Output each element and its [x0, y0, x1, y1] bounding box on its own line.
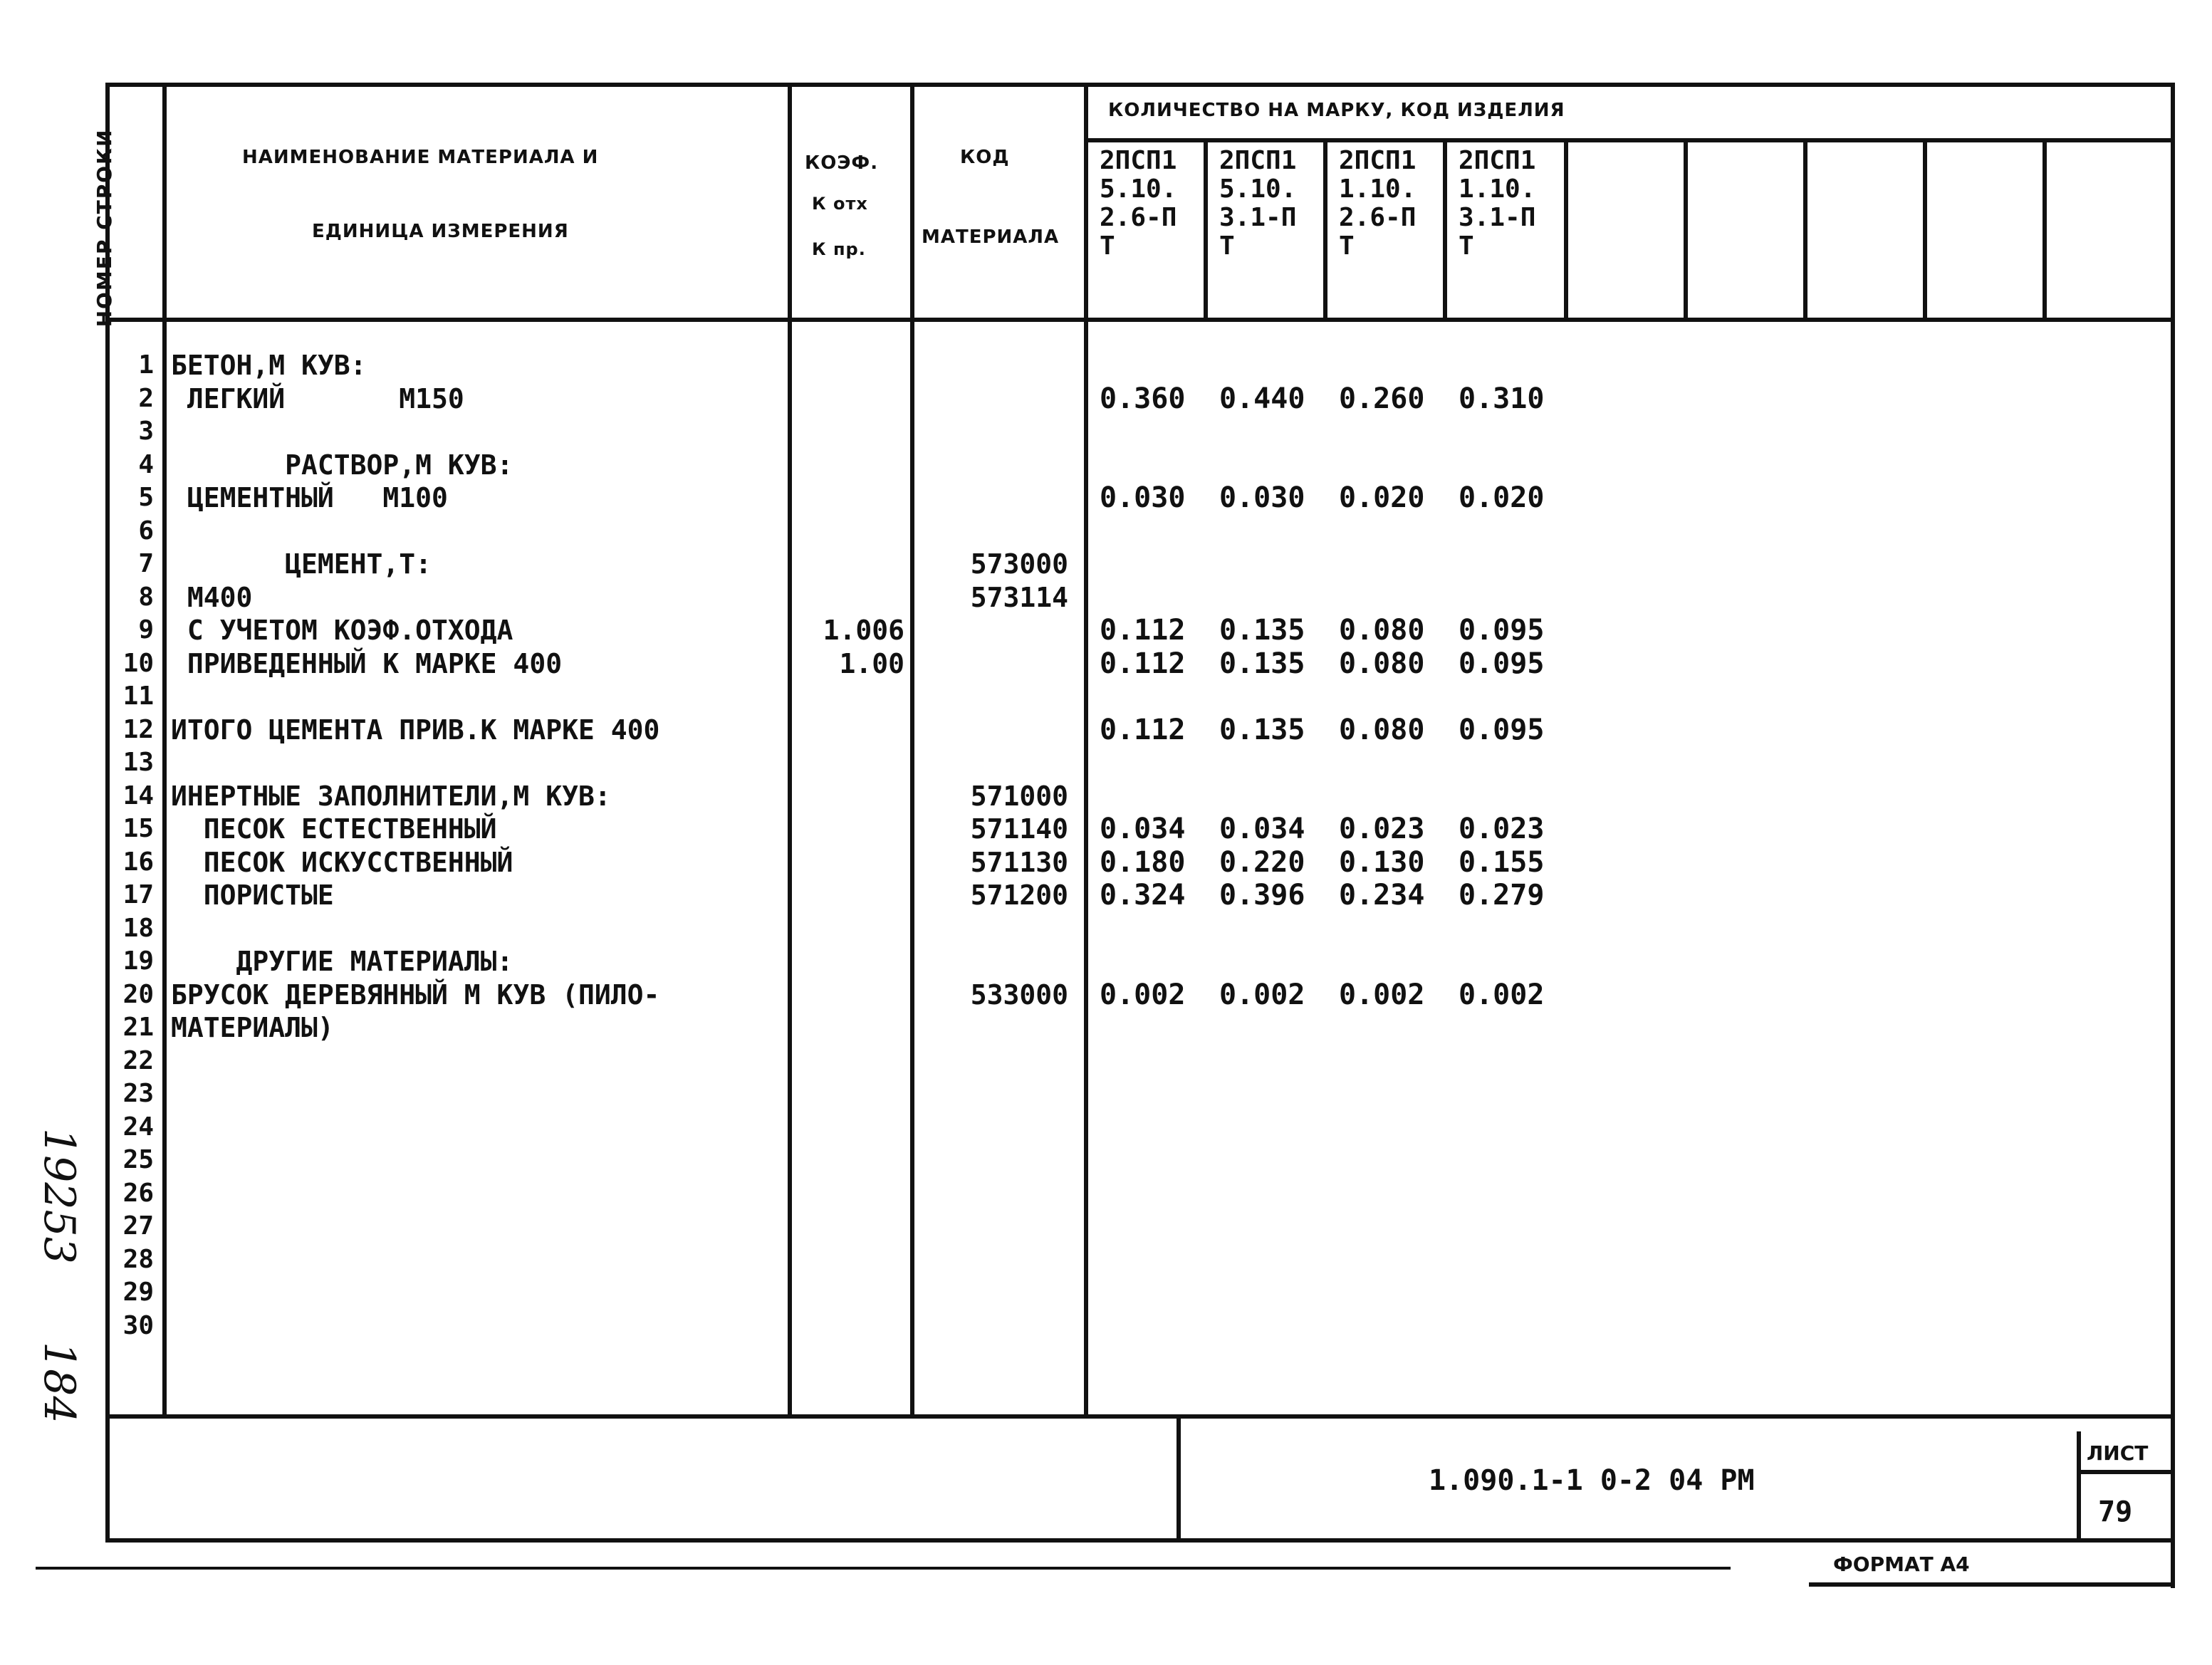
header-code-line1: КОД: [960, 147, 1010, 168]
col-divider-code: [1084, 85, 1088, 1417]
row-number: 24: [122, 1112, 154, 1142]
quantity-value: 0.155: [1459, 845, 1545, 879]
quantity-value: 0.080: [1339, 713, 1425, 746]
material-name: ПЕСОК ЕСТЕСТВЕННЫЙ: [171, 813, 497, 845]
row-number: 29: [122, 1278, 154, 1307]
row-number: 26: [122, 1178, 154, 1208]
row-number: 27: [122, 1211, 154, 1241]
sheet-label: ЛИСТ: [2087, 1441, 2149, 1465]
format-label: ФОРМАТ А4: [1833, 1552, 1970, 1576]
row-number: 6: [138, 516, 154, 546]
quantity-value: 0.324: [1100, 879, 1186, 912]
mark-col-divider: [1323, 140, 1327, 320]
quantity-value: 0.030: [1219, 481, 1305, 514]
footer-top-line: [105, 1414, 2175, 1419]
row-number: 10: [122, 648, 154, 678]
material-code: 573000: [970, 548, 1068, 580]
material-name: М400: [171, 581, 253, 613]
col-divider-name: [788, 85, 792, 1417]
mark-col-divider: [1443, 140, 1447, 320]
row-number: 14: [122, 781, 154, 810]
header-name-line2: ЕДИНИЦА ИЗМЕРЕНИЯ: [312, 221, 569, 242]
quantity-value: 0.234: [1339, 879, 1425, 912]
quantity-value: 0.034: [1100, 813, 1186, 845]
quantity-value: 0.002: [1459, 978, 1545, 1011]
mark-col-divider: [1684, 140, 1688, 320]
sheet-number: 79: [2098, 1496, 2133, 1528]
quantity-value: 0.112: [1100, 614, 1186, 647]
quantity-value: 0.112: [1100, 713, 1186, 746]
doc-code: 1.090.1-1 0-2 04 РМ: [1429, 1464, 1755, 1497]
row-number: 9: [138, 615, 154, 644]
material-name: МАТЕРИАЛЫ): [171, 1012, 334, 1043]
material-name: ПОРИСТЫЕ: [171, 880, 334, 911]
col-divider-rownum: [162, 85, 167, 1417]
footer-divider: [1177, 1417, 1181, 1543]
row-number: 12: [122, 714, 154, 744]
material-name: ЦЕМЕНТ,Т:: [171, 548, 432, 580]
quantity-value: 0.020: [1339, 481, 1425, 514]
header-coef-line2: К отх: [812, 194, 868, 214]
row-number: 23: [122, 1079, 154, 1108]
material-code: 571140: [970, 813, 1068, 845]
mark-col-divider: [2043, 140, 2047, 320]
row-number: 5: [138, 483, 154, 512]
material-name: ИНЕРТНЫЕ ЗАПОЛНИТЕЛИ,М КУВ:: [171, 780, 611, 812]
row-number: 25: [122, 1145, 154, 1174]
row-number: 20: [122, 979, 154, 1009]
bottom-margin-line: [36, 1567, 1731, 1570]
material-name: ПЕСОК ИСКУССТВЕННЫЙ: [171, 846, 513, 878]
quantity-value: 0.002: [1339, 978, 1425, 1011]
row-number: 22: [122, 1045, 154, 1075]
quantity-value: 0.279: [1459, 879, 1545, 912]
quantity-value: 0.095: [1459, 647, 1545, 680]
header-quantity: КОЛИЧЕСТВО НА МАРКУ, КОД ИЗДЕЛИЯ: [1108, 100, 1565, 121]
mark-label: 2ПСП1 1.10. 3.1-П Т: [1459, 146, 1536, 261]
quantity-value: 0.135: [1219, 614, 1305, 647]
quantity-value: 0.020: [1459, 481, 1545, 514]
row-number: 16: [122, 847, 154, 877]
quantity-value: 0.023: [1339, 813, 1425, 845]
quantity-value: 0.310: [1459, 382, 1545, 415]
quantity-value: 0.130: [1339, 845, 1425, 879]
mark-col-divider: [1204, 140, 1208, 320]
header-code-line2: МАТЕРИАЛА: [922, 226, 1060, 248]
mark-col-divider: [1803, 140, 1807, 320]
material-name: БЕТОН,М КУВ:: [171, 350, 367, 381]
material-code: 571000: [970, 780, 1068, 812]
material-code: 571130: [970, 846, 1068, 878]
row-number: 21: [122, 1013, 154, 1042]
header-coef-line1: КОЭФ.: [805, 152, 879, 174]
material-name: ИТОГО ЦЕМЕНТА ПРИВ.К МАРКЕ 400: [171, 714, 660, 746]
row-number: 30: [122, 1310, 154, 1340]
quantity-value: 0.440: [1219, 382, 1305, 415]
coefficient: 1.006: [823, 615, 904, 646]
material-name: ЦЕМЕНТНЫЙ М100: [171, 482, 448, 513]
side-note-upper: 19253: [34, 1128, 84, 1264]
header-bottom-line: [105, 318, 2175, 322]
material-name: РАСТВОР,М КУВ:: [171, 449, 513, 481]
mark-label: 2ПСП1 5.10. 2.6-П Т: [1100, 146, 1177, 261]
quantity-value: 0.396: [1219, 879, 1305, 912]
quantity-value: 0.030: [1100, 481, 1186, 514]
row-number: 1: [138, 350, 154, 380]
row-number: 4: [138, 449, 154, 479]
quantity-value: 0.095: [1459, 614, 1545, 647]
row-number: 15: [122, 814, 154, 843]
col-divider-coef: [910, 85, 914, 1417]
quantity-value: 0.260: [1339, 382, 1425, 415]
row-number: 11: [122, 682, 154, 711]
format-line: [1809, 1582, 2172, 1587]
footer-divider-sheet: [2077, 1431, 2081, 1543]
material-code: 533000: [970, 978, 1068, 1011]
header-coef-line3: К пр.: [812, 239, 866, 259]
row-number: 7: [138, 549, 154, 578]
mark-col-divider: [1923, 140, 1927, 320]
header-name-line1: НАИМЕНОВАНИЕ МАТЕРИАЛА И: [242, 147, 599, 168]
quantity-value: 0.135: [1219, 713, 1305, 746]
row-number: 2: [138, 383, 154, 413]
row-number: 17: [122, 880, 154, 909]
row-number: 8: [138, 582, 154, 612]
quantity-value: 0.112: [1100, 647, 1186, 680]
header-row-number: НОМЕР СТРОКИ: [93, 128, 116, 328]
row-number: 3: [138, 417, 154, 446]
quantity-value: 0.002: [1100, 978, 1186, 1011]
quantity-value: 0.080: [1339, 647, 1425, 680]
material-name: ПРИВЕДЕННЫЙ К МАРКЕ 400: [171, 647, 563, 679]
sheet-label-line: [2077, 1470, 2175, 1474]
mark-label: 2ПСП1 1.10. 2.6-П Т: [1339, 146, 1417, 261]
material-name: БРУСОК ДЕРЕВЯННЫЙ М КУВ (ПИЛО-: [171, 978, 660, 1011]
row-number: 18: [122, 913, 154, 943]
quantity-value: 0.180: [1100, 845, 1186, 879]
quantity-value: 0.360: [1100, 382, 1186, 415]
right-edge-line: [2171, 1538, 2175, 1588]
quantity-header-line: [1084, 138, 2175, 142]
quantity-value: 0.034: [1219, 813, 1305, 845]
quantity-value: 0.023: [1459, 813, 1545, 845]
coefficient: 1.00: [839, 647, 904, 679]
material-code: 573114: [970, 581, 1068, 613]
mark-col-divider: [1564, 140, 1568, 320]
material-name: ДРУГИЕ МАТЕРИАЛЫ:: [171, 946, 513, 977]
quantity-value: 0.095: [1459, 713, 1545, 746]
row-number: 13: [122, 748, 154, 777]
quantity-value: 0.220: [1219, 845, 1305, 879]
material-code: 571200: [970, 880, 1068, 911]
mark-label: 2ПСП1 5.10. 3.1-П Т: [1219, 146, 1297, 261]
quantity-value: 0.080: [1339, 614, 1425, 647]
material-name: ЛЕГКИЙ М150: [171, 382, 464, 414]
row-number: 19: [122, 946, 154, 976]
quantity-value: 0.135: [1219, 647, 1305, 680]
quantity-value: 0.002: [1219, 978, 1305, 1011]
side-note-lower: 184: [34, 1342, 84, 1424]
row-number: 28: [122, 1244, 154, 1274]
material-name: С УЧЕТОМ КОЭФ.ОТХОДА: [171, 615, 513, 646]
